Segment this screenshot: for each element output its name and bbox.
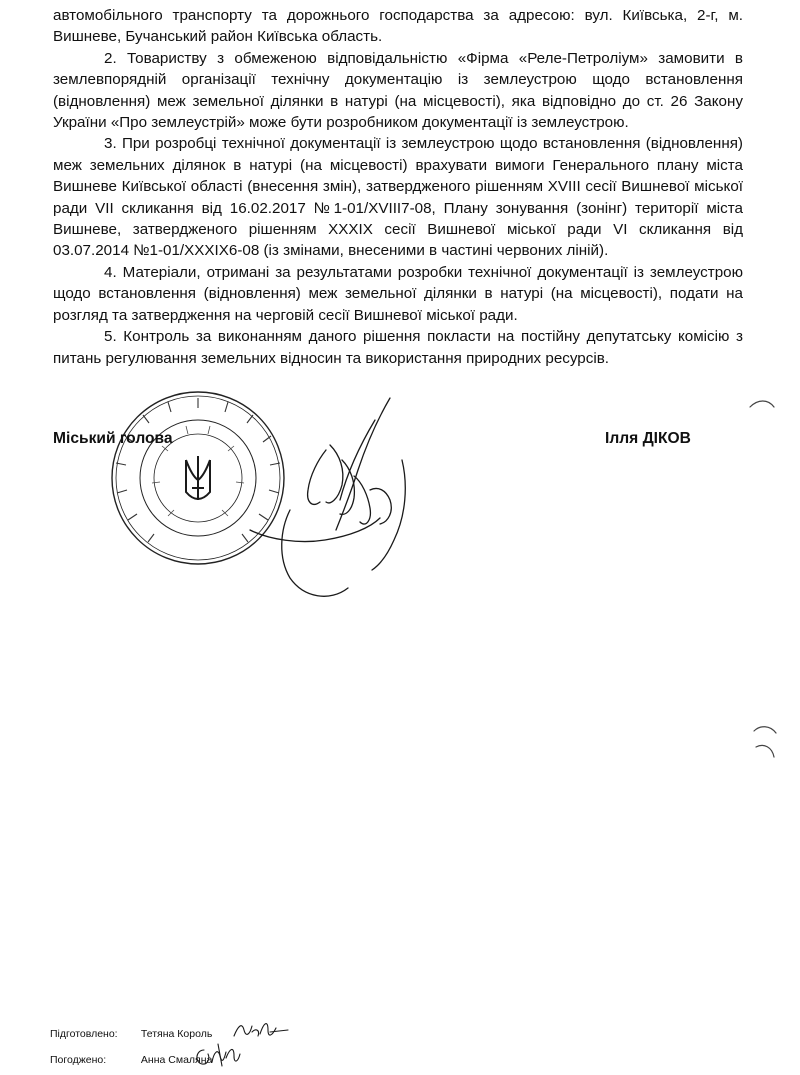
agreed-by [50, 1053, 212, 1067]
prepared-by [50, 1027, 212, 1041]
paragraph-5: 5. Контроль за виконанням даного рішення покласти на постійну депутатську комісію з питань регулювання земельних відносин та використання природних ресурсів. [53, 328, 743, 367]
paragraph-3: 3. При розробці технічної документації із землеустрою щодо встановлення (відновлення) меж земельних ділянок в натурі (на місцевості) врахувати вимоги Генерального плану міста Вишневе Київської області (внесення змін), затвердженого рішенням XVIII сесії Вишневої міської ради VII скликання від 16.02.2017 №1-01/XVIII7-08, Плану зонування (зонінг) території міста Вишневе, затвердженого рішенням XXXIX сесії Вишневої міської ради VI скликання від 03.07.2014 №1-01/XXXIX6-08 (із змінами, внесеними в частині червоних ліній). [53, 135, 743, 260]
document-body [53, 5, 743, 369]
paragraph-1: автомобільного транспорту та дорожнього господарства за адресою: вул. Київська, 2-г, м. Вишневе, Бучанський район Київська область. [53, 7, 743, 46]
agreed-label: Погоджено: [50, 1054, 107, 1066]
agreed-name: Анна Смаляна [140, 1054, 213, 1066]
paragraph-4: 4. Матеріали, отримані за результатами розробки технічної документації із землеустрою щодо встановлення (відновлення) меж земельної ділянки в натурі (на місцевості), подати на розгляд та затвердження на черговій сесії Вишневої міської ради. [53, 263, 743, 324]
mayor-position: Міський голова [53, 430, 173, 447]
prepared-name: Тетяна Король [140, 1028, 213, 1040]
paragraph-2: 2. Товариству з обмеженою відповідальністю «Фірма «Реле-Петроліум» замовити в землевпорядній організації технічну документацію із землеустрою щодо встановлення (відновлення) меж земельної ділянки в натурі (на місцевості), яка відповідно до ст. 26 Закону України «Про землеустрій» може бути розробником документації із землеустрою. [53, 49, 743, 132]
agreed-signature [190, 1040, 250, 1068]
mayor-handwritten-signature [230, 390, 470, 610]
margin-marks [730, 385, 800, 805]
mayor-name: Ілля ДІКОВ [605, 430, 691, 447]
prepared-label: Підготовлено: [50, 1028, 118, 1040]
